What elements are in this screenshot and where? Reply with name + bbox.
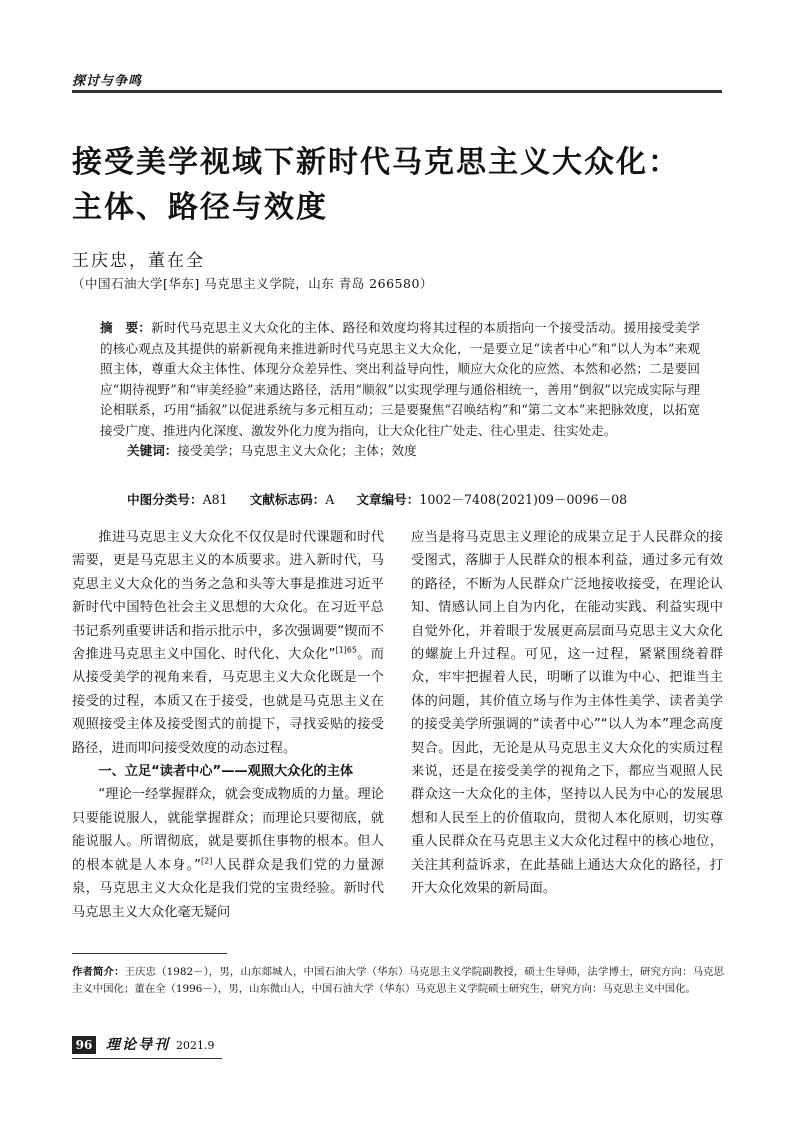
keywords-label: 关键词：: [127, 443, 178, 458]
header-rule: [72, 90, 722, 93]
abstract-label: 摘 要：: [100, 320, 152, 335]
body-column-right: [411, 526, 723, 901]
keywords: [127, 440, 417, 459]
body-paragraph: 推进马克思主义大众化不仅仅是时代课题和时代需要，更是马克思主义的本质要求。进入新时代，马克思主义大众化的当务之急和头等大事是推进习近平新时代中国特色社会主义思想的大众化。在习近平总书记系列重要讲话和指示批示中，多次强调要“锲而不舍推进马克思主义中国化、时代化、大众化”$^{[1]65}$。而从接受美学的视角来看，马克思主义大众化既是一个接受的过程，本质又在于接受，也就是马克思主义在观照接受主体及接受图式的前提下，寻找妥贴的接受路径，进而叩问接受效度的动态过程。: [72, 530, 384, 756]
footer-rule: [72, 1058, 222, 1059]
footnote-text: 王庆忠（1982－），男，山东郯城人，中国石油大学（华东）马克思主义学院副教授，硕士生导师，法学博士，研究方向：马克思主义中国化；董在全（1996－），男，山东微山人，中国石油大学（华东）马克思主义学院硕士研究生，研究方向：马克思主义中国化。: [72, 966, 724, 995]
body-paragraph: “理论一经掌握群众，就会变成物质的力量。理论只要能说服人，就能掌握群众；而理论只要彻底，就能说服人。所谓彻底，就是要抓住事物的根本。但人的根本就是人本身。”[2]人民群众是我们党的力量源泉，马克思主义大众化是我们党的宝贵经验。新时代马克思主义大众化毫无疑问: [72, 787, 384, 920]
section-label: 探讨与争鸣: [72, 74, 143, 89]
classification-line: [127, 489, 627, 508]
article-number-label: 文章编号：: [356, 492, 420, 507]
article-number-value: 1002－7408(2021)09－0096－08: [419, 492, 628, 507]
authors: 王庆忠，董在全: [72, 251, 205, 271]
footnote-label: 作者简介：: [72, 966, 125, 978]
citation-ref: [2]: [200, 856, 213, 866]
section-heading: 一、立足“读者中心”——观照大众化的主体: [98, 764, 354, 780]
footnote-rule: [72, 953, 227, 954]
author-footnote: [72, 964, 724, 998]
abstract: [100, 318, 700, 442]
body-column-left: [72, 526, 384, 924]
affiliation: （中国石油大学[华东] 马克思主义学院，山东 青岛 266580）: [72, 276, 433, 291]
journal-name: 理论导刊: [106, 1037, 170, 1053]
article-title: [72, 140, 732, 230]
citation-ref: [1]65: [335, 645, 357, 655]
title-line-1: 接受美学视域下新时代马克思主义大众化：: [72, 145, 680, 180]
keywords-text: 接受美学；马克思主义大众化；主体；效度: [177, 443, 417, 458]
body-paragraph: 应当是将马克思主义理论的成果立足于人民群众的接受图式，落脚于人民群众的根本利益，通过多元有效的路径，不断为人民群众广泛地接收接受，在理论认知、情感认同上自为内化，在能动实践、利益实现中自觉外化，并着眼于发展更高层面马克思主义大众化的螺旋上升过程。可见，这一过程，紧紧围绕着群众，牢牢把握着人民，明晰了以谁为中心、把谁当主体的问题，其价值立场与作为主体性美学、读者美学的接受美学所强调的“读者中心”“以人为本”理念高度契合。因此，无论是从马克思主义大众化的实质过程来说，还是在接受美学的视角之下，都应当观照人民群众这一大众化的主体，坚持以人民为中心的发展思想和人民至上的价值取向，贯彻人本化原则，切实尊重人民群众在马克思主义大众化过程中的核心地位，关注其利益诉求，在此基础上通达大众化的路径，打开大众化效果的新局面。: [411, 530, 723, 897]
page-number: 96: [72, 1036, 96, 1054]
doc-code-value: A: [325, 492, 335, 507]
issue-date: 2021.9: [176, 1039, 215, 1052]
doc-code-label: 文献标志码：: [249, 492, 326, 507]
abstract-text: 新时代马克思主义大众化的主体、路径和效度均将其过程的本质指向一个接受活动。援用接受美学的核心观点及其提供的崭新视角来推进新时代马克思主义大众化，一是要立足“读者中心”和“以人为本”来观照主体，尊重大众主体性、体现分众差异性、突出利益导向性，顺应大众化的应然、本然和必然；二是要回应“期待视野”和“审美经验”来通达路径，活用“顺叙”以实现学理与通俗相统一，善用“倒叙”以完成实际与理论相联系，巧用“插叙”以促进系统与多元相互动；三是要聚焦“召唤结构”和“第二文本”来把脉效度，以拓宽接受广度、推进内化深度、激发外化力度为指向，让大众化往广处走、往心里走、往实处走。: [100, 320, 701, 438]
clc-label: 中图分类号：: [127, 492, 203, 507]
title-line-2: 主体、路径与效度: [72, 190, 328, 225]
clc-value: A81: [202, 492, 228, 507]
